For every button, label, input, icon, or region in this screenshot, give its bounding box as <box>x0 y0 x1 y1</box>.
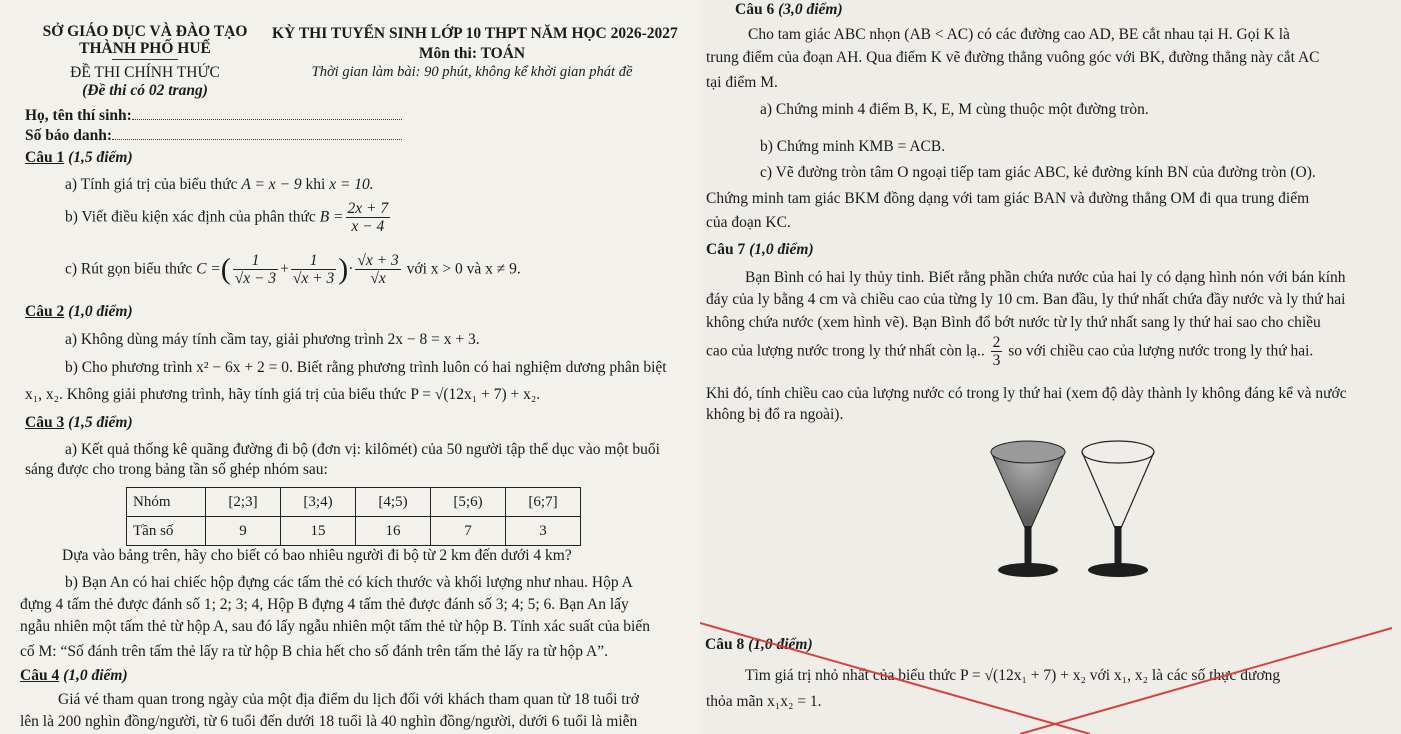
q3-a-text2: sáng được cho trong bảng tần số ghép nhóm sau: <box>25 461 328 478</box>
table-cell: [2;3] <box>206 488 281 517</box>
q1-b-text: b) Viết điều kiện xác định của phân thức <box>65 208 316 226</box>
q1-c <box>65 252 521 287</box>
q2-heading <box>25 302 133 322</box>
candidate-id-field <box>25 126 402 146</box>
q4-text2: lên là 200 nghìn đồng/người, từ 6 tuổi đến dưới 18 tuổi là 40 nghìn đồng/người, dưới 6 tuổi là miễn <box>20 713 638 730</box>
q7-text4 <box>706 334 1313 369</box>
q7-text4a: cao của lượng nước trong ly thứ nhất còn lạ.. <box>706 342 985 360</box>
q1-c-frac1 <box>233 252 278 287</box>
table-row <box>127 517 581 546</box>
candidate-name-label: Họ, tên thí sinh: <box>25 107 132 124</box>
exam-duration: Thời gian làm bài: 90 phút, không kể khời gian phát đề <box>311 64 633 80</box>
q1-a-when: khi <box>305 176 326 193</box>
q3-heading <box>25 413 133 433</box>
q3-a-question: Dựa vào bảng trên, hãy cho biết có bao nhiêu người đi bộ từ 2 km đến dưới 4 km? <box>62 547 572 564</box>
name-dots <box>132 107 402 120</box>
q3-points: (1,5 điểm) <box>68 414 133 431</box>
q1-c-frac2-num: 1 <box>291 252 336 270</box>
q6-b-text: b) Chứng minh KMB = ACB. <box>760 138 946 155</box>
table-cell: 16 <box>356 517 431 546</box>
frequency-table <box>126 487 581 546</box>
candidate-name-field <box>25 106 402 126</box>
glass-full-water <box>991 441 1065 577</box>
q1-c-frac1-den: √x − 3 <box>234 270 277 287</box>
q7-text3: không chứa nước (xem hình vẽ). Bạn Bình đổ bớt nước từ ly thứ nhất sang ly thứ hai sao cho chiều <box>706 314 1321 331</box>
table-header-frequency: Tần số <box>127 517 206 546</box>
candidate-id-label: Số báo danh: <box>25 127 113 144</box>
pages-note: (Đề thi có 02 trang) <box>82 82 208 99</box>
header-divider <box>112 59 178 60</box>
q8-title: Câu 8 <box>705 636 745 653</box>
table-cell: [5;6) <box>431 488 506 517</box>
q2-a-text: a) Không dùng máy tính cầm tay, giải phương trình 2x − 8 = x + 3. <box>65 331 480 348</box>
q7-heading <box>706 240 814 260</box>
q8-text2: thỏa mãn x₁x₂ = 1. <box>706 693 822 710</box>
q4-title: Câu 4 <box>20 667 60 684</box>
q1-c-frac3 <box>355 252 400 287</box>
q6-c-text3: của đoạn KC. <box>706 214 791 231</box>
q7-fraction <box>991 334 1003 369</box>
q1-a-cond: x = 10. <box>329 176 374 193</box>
table-row <box>127 488 581 517</box>
q7-text1: Bạn Bình có hai ly thủy tinh. Biết rằng phần chứa nước của hai ly có dạng hình nón với bán kính <box>745 269 1346 286</box>
q3-b-text3: ngẫu nhiên một tấm thẻ từ hộp A, sau đó lấy ngẫu nhiên một tấm thẻ từ hộp B. Tính xác suất của biến <box>20 618 650 635</box>
table-cell: [3;4) <box>281 488 356 517</box>
q2-points: (1,0 điểm) <box>68 303 133 320</box>
q1-c-cond: với x > 0 và x ≠ 9. <box>406 260 521 278</box>
q7-title: Câu 7 <box>706 241 746 258</box>
q6-intro1: Cho tam giác ABC nhọn (AB < AC) có các đường cao AD, BE cắt nhau tại H. Gọi K là <box>748 26 1290 43</box>
exam-title: KỲ THI TUYỂN SINH LỚP 10 THPT NĂM HỌC 2026-2027 <box>272 25 678 42</box>
q1-a <box>65 175 374 195</box>
q1-c-frac3-den: √x <box>370 270 386 287</box>
q6-points: (3,0 điểm) <box>778 1 843 18</box>
q1-title: Câu 1 <box>25 149 65 166</box>
table-cell: 15 <box>281 517 356 546</box>
q6-intro2: trung điểm của đoạn AH. Qua điểm K vẽ đường thẳng vuông góc với BK, đường thẳng này cắt AC <box>706 49 1320 66</box>
table-cell: 7 <box>431 517 506 546</box>
dept-line1: SỞ GIÁO DỤC VÀ ĐÀO TẠO <box>42 23 248 40</box>
q1-b-lhs: B = <box>319 208 344 226</box>
q7-points: (1,0 điểm) <box>749 241 814 258</box>
q1-b <box>65 200 392 235</box>
glasses-figure <box>985 436 1160 581</box>
exam-subject: Môn thi: TOÁN <box>418 45 526 62</box>
q6-title: Câu 6 <box>735 1 775 18</box>
q1-c-frac1-num: 1 <box>233 252 278 270</box>
q7-frac-den: 3 <box>992 352 1001 369</box>
q8-text1: Tìm giá trị nhỏ nhất của biểu thức P = √(12x₁ + 7) + x₂ với x₁, x₂ là các số thực dương <box>745 667 1281 684</box>
q2-title: Câu 2 <box>25 303 65 320</box>
q1-c-paren-open: ( <box>220 252 231 286</box>
table-cell: 9 <box>206 517 281 546</box>
q7-text5: Khi đó, tính chiều cao của lượng nước có trong ly thứ hai (xem độ dày thành ly không đáng kể và nước <box>706 385 1347 402</box>
red-cross-mark <box>700 620 1401 734</box>
q2-b-text1: b) Cho phương trình x² − 6x + 2 = 0. Biết rằng phương trình luôn có hai nghiệm dương phân biệt <box>65 359 667 376</box>
q1-c-dot: · <box>348 260 354 278</box>
q7-text2: đáy của ly bằng 4 cm và chiều cao của từng ly 10 cm. Ban đầu, ly thứ nhất chứa đầy nước và ly thứ hai <box>706 291 1346 308</box>
q1-c-frac2-den: √x + 3 <box>292 270 335 287</box>
q1-c-lhs: C = <box>196 260 221 278</box>
q1-c-text: c) Rút gọn biểu thức <box>65 260 193 278</box>
exam-type: ĐỀ THI CHÍNH THỨC <box>70 64 220 81</box>
q7-text6: không bị đổ ra ngoài). <box>706 406 844 423</box>
q1-c-frac3-num: √x + 3 <box>357 252 399 269</box>
table-cell: [4;5) <box>356 488 431 517</box>
q8-points: (1,0 điểm) <box>748 636 813 653</box>
q3-b-text4: cố M: “Số đánh trên tấm thẻ lấy ra từ hộp B chia hết cho số đánh trên tấm thẻ lấy ra từ hộp A”. <box>20 643 608 660</box>
q1-b-fraction <box>346 200 391 235</box>
q1-c-plus: + <box>280 260 289 278</box>
q1-c-frac2 <box>291 252 336 287</box>
q1-points: (1,5 điểm) <box>68 149 133 166</box>
dept-line2: THÀNH PHỐ HUẾ <box>79 40 211 57</box>
q6-c-text1: c) Vẽ đường tròn tâm O ngoại tiếp tam giác ABC, kẻ đường kính BN của đường tròn (O). <box>760 164 1316 181</box>
q1-b-num: 2x + 7 <box>347 200 389 217</box>
q4-points: (1,0 điểm) <box>63 667 128 684</box>
q3-b-text2: đựng 4 tấm thẻ được đánh số 1; 2; 3; 4, Hộp B đựng 4 tấm thẻ được đánh số 3; 4; 5; 6. Bạn An lấy <box>20 596 629 613</box>
id-dots <box>112 127 402 140</box>
glass-empty <box>1082 441 1154 577</box>
q4-heading <box>20 666 128 686</box>
table-header-group: Nhóm <box>127 488 206 517</box>
q1-a-expr: A = x − 9 <box>241 176 302 193</box>
q6-heading <box>735 0 843 20</box>
q2-b-text2: x₁, x₂. Không giải phương trình, hãy tính giá trị của biểu thức P = √(12x₁ + 7) + x₂. <box>25 386 541 403</box>
q3-a-text1: a) Kết quả thống kê quãng đường đi bộ (đơn vị: kilômét) của 50 người tập thể dục vào một buổi <box>65 441 660 458</box>
q1-heading <box>25 148 133 168</box>
q6-c-text2: Chứng minh tam giác BKM đồng dạng với tam giác BAN và đường thẳng OM đi qua trung điểm <box>706 190 1310 207</box>
q4-text1: Giá vé tham quan trong ngày của một địa điểm du lịch đối với khách tham quan từ 18 tuổi trở <box>58 691 639 708</box>
q6-a-text: a) Chứng minh 4 điểm B, K, E, M cùng thuộc một đường tròn. <box>760 101 1149 118</box>
exam-page-left <box>0 0 700 734</box>
table-cell: 3 <box>506 517 581 546</box>
table-cell: [6;7] <box>506 488 581 517</box>
q7-frac-num: 2 <box>992 334 1001 351</box>
q3-title: Câu 3 <box>25 414 65 431</box>
q1-c-paren-close: ) <box>338 252 349 286</box>
q3-b-text1: b) Bạn An có hai chiếc hộp đựng các tấm thẻ có kích thước và khối lượng như nhau. Hộp A <box>65 574 633 591</box>
q6-intro3: tại điểm M. <box>706 74 778 91</box>
q7-text4b: so với chiều cao của lượng nước trong ly thứ hai. <box>1008 342 1314 360</box>
q1-a-text: a) Tính giá trị của biểu thức <box>65 176 238 193</box>
q1-b-den: x − 4 <box>351 218 385 235</box>
